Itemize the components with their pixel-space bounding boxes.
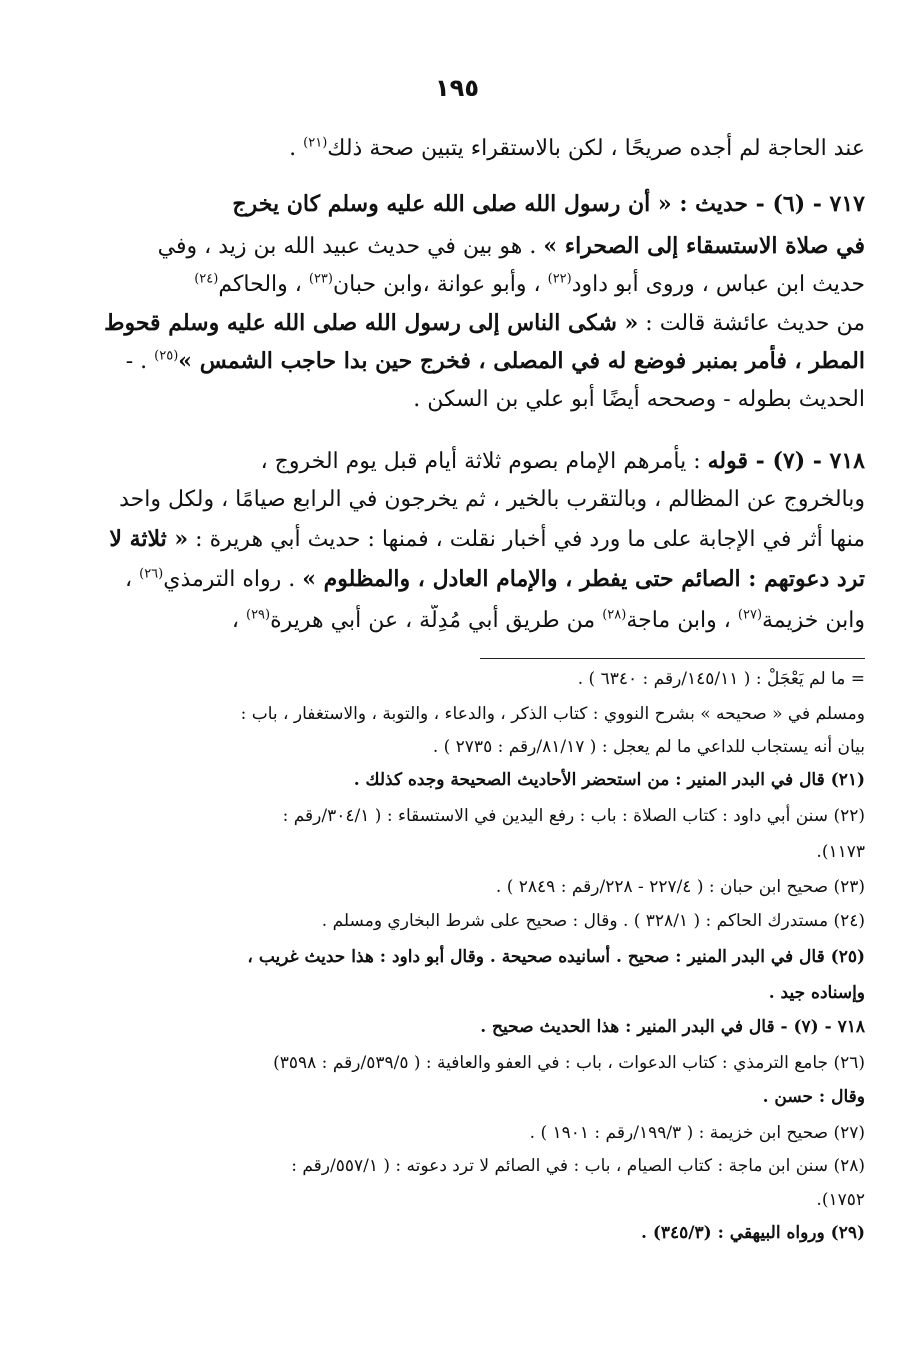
text-run: . [289, 136, 304, 161]
footnote-ref: (٢٣) [308, 271, 333, 287]
text-run: ، [231, 608, 246, 633]
text-run: ٧١٨ - (٧) - قوله [707, 448, 865, 474]
main-line-5 [100, 307, 865, 341]
footnote-ref: (٢٥) [154, 348, 179, 364]
text-run: . - [125, 349, 155, 374]
text-run: منها أثر في الإجابة على ما ورد في أخبار نقلت ، فمنها : حديث أبي هريرة : [188, 527, 865, 552]
text-run: الحديث بطوله - وصححه أيضًا أبو علي بن السكن . [413, 387, 865, 412]
footnote-line-1: = ما لم يَعْجَلْ : ( ١٤٥/١١/رقم : ٦٣٤٠ ) . [577, 669, 865, 689]
footnote-ref: (٢٦) [139, 566, 164, 582]
text-run: من حديث عائشة قالت : [638, 311, 865, 336]
main-line-3 [100, 230, 865, 264]
main-line-2 [100, 188, 865, 222]
footnote-line-12: (٢٦) جامع الترمذي : كتاب الدعوات ، باب : في العفو والعافية : ( ٥٣٩/٥/رقم : ٣٥٩٨) [273, 1053, 865, 1073]
main-line-6 [100, 345, 865, 379]
text-run: ، وأبو عوانة ،وابن حبان [332, 272, 548, 297]
footnote-line-14: (٢٧) صحيح ابن خزيمة : ( ١٩٩/٣/رقم : ١٩٠١ ) . [529, 1123, 865, 1143]
text-run: وابن خزيمة [762, 608, 865, 633]
footnote-line-4: (٢١) قال في البدر المنير : من استحضر الأحاديث الصحيحة وجده كذلك . [353, 770, 865, 790]
text-run: ، [125, 567, 140, 592]
footnote-line-9: (٢٥) قال في البدر المنير : صحيح . أسانيده صحيحة . وقال أبو داود : هذا حديث غريب ، [247, 947, 865, 967]
footnote-ref: (٢٤) [194, 271, 219, 287]
footnote-line-8: (٢٤) مستدرك الحاكم : ( ٣٢٨/١ ) . وقال : صحيح على شرط البخاري ومسلم . [321, 911, 865, 931]
text-run: . هو بين في حديث عبيد الله بن زيد ، وفي [157, 234, 544, 259]
main-line-1 [100, 133, 865, 167]
text-run: المطر ، فأمر بمنبر فوضع له في المصلى ، فخرج حين بدا حاجب الشمس » [178, 348, 865, 374]
footnote-line-15: (٢٨) سنن ابن ماجة : كتاب الصيام ، باب : في الصائم لا ترد دعوته : ( ٥٥٧/١/رقم : [291, 1156, 865, 1176]
footnote-line-5: (٢٢) سنن أبي داود : كتاب الصلاة : باب : رفع اليدين في الاستسقاء : ( ٣٠٤/١/رقم : [282, 806, 865, 826]
text-run: « شكى الناس إلى رسول الله صلى الله عليه وسلم قحوط [104, 310, 639, 336]
footnote-ref: (٢١) [303, 135, 328, 151]
main-line-7 [100, 384, 865, 418]
footnote-ref: (٢٨) [602, 607, 627, 623]
text-run: في صلاة الاستسقاء إلى الصحراء » [543, 233, 865, 259]
text-run: . رواه الترمذي [163, 567, 303, 592]
main-line-11 [100, 563, 865, 597]
text-run: « ثلاثة لا [109, 526, 189, 552]
main-line-4 [100, 269, 865, 303]
footnote-ref: (٢٧) [737, 607, 763, 623]
footnote-line-10: وإسناده جيد . [768, 983, 865, 1003]
main-line-9 [100, 484, 865, 518]
text-run: من طريق أبي مُدِلَّة ، عن أبي هريرة [270, 608, 603, 633]
footnote-line-16: ١٧٥٢). [816, 1190, 865, 1210]
footnote-ref: (٢٩) [245, 607, 271, 623]
footnote-divider [480, 658, 865, 659]
footnote-line-13: وقال : حسن . [762, 1087, 865, 1107]
text-run: : يأمرهم الإمام بصوم ثلاثة أيام قبل يوم الخروج ، [260, 449, 708, 474]
footnote-line-7: (٢٣) صحيح ابن حبان : ( ٢٢٧/٤ - ٢٢٨/رقم : ٢٨٤٩ ) . [495, 877, 865, 897]
text-run: حديث ابن عباس ، وروى أبو داود [571, 272, 865, 297]
main-line-12 [100, 605, 865, 639]
footnote-line-3: بيان أنه يستجاب للداعي ما لم يعجل : ( ٨١/١٧/رقم : ٢٧٣٥ ) . [432, 737, 865, 757]
main-line-8 [100, 445, 865, 479]
text-run: عند الحاجة لم أجده صريحًا ، لكن بالاستقراء يتبين صحة ذلك [327, 136, 865, 161]
footnote-line-6: ١١٧٣). [816, 842, 865, 862]
footnote-line-17: (٢٩) ورواه البيهقي : (٣٤٥/٣) . [641, 1223, 865, 1243]
footnote-ref: (٢٢) [547, 271, 572, 287]
text-run: ٧١٧ - (٦) - حديث : « أن رسول الله صلى الله عليه وسلم كان يخرج [232, 191, 865, 217]
text-run: ، والحاكم [218, 272, 309, 297]
text-run: ترد دعوتهم : الصائم حتى يفطر ، والإمام العادل ، والمظلوم » [302, 566, 865, 592]
text-run: ، وابن ماجة [626, 608, 738, 633]
main-line-10 [100, 523, 865, 557]
page-number: ١٩٥ [435, 74, 479, 102]
text-run: وبالخروج عن المظالم ، وبالتقرب بالخير ، ثم يخرجون في الرابع صيامًا ، ولكل واحد [119, 487, 865, 512]
footnote-line-2: ومسلم في « صحيحه » بشرح النووي : كتاب الذكر ، والدعاء ، والتوبة ، والاستغفار ، باب : [240, 704, 865, 724]
footnote-line-11: ٧١٨ - (٧) - قال في البدر المنير : هذا الحديث صحيح . [480, 1017, 865, 1037]
